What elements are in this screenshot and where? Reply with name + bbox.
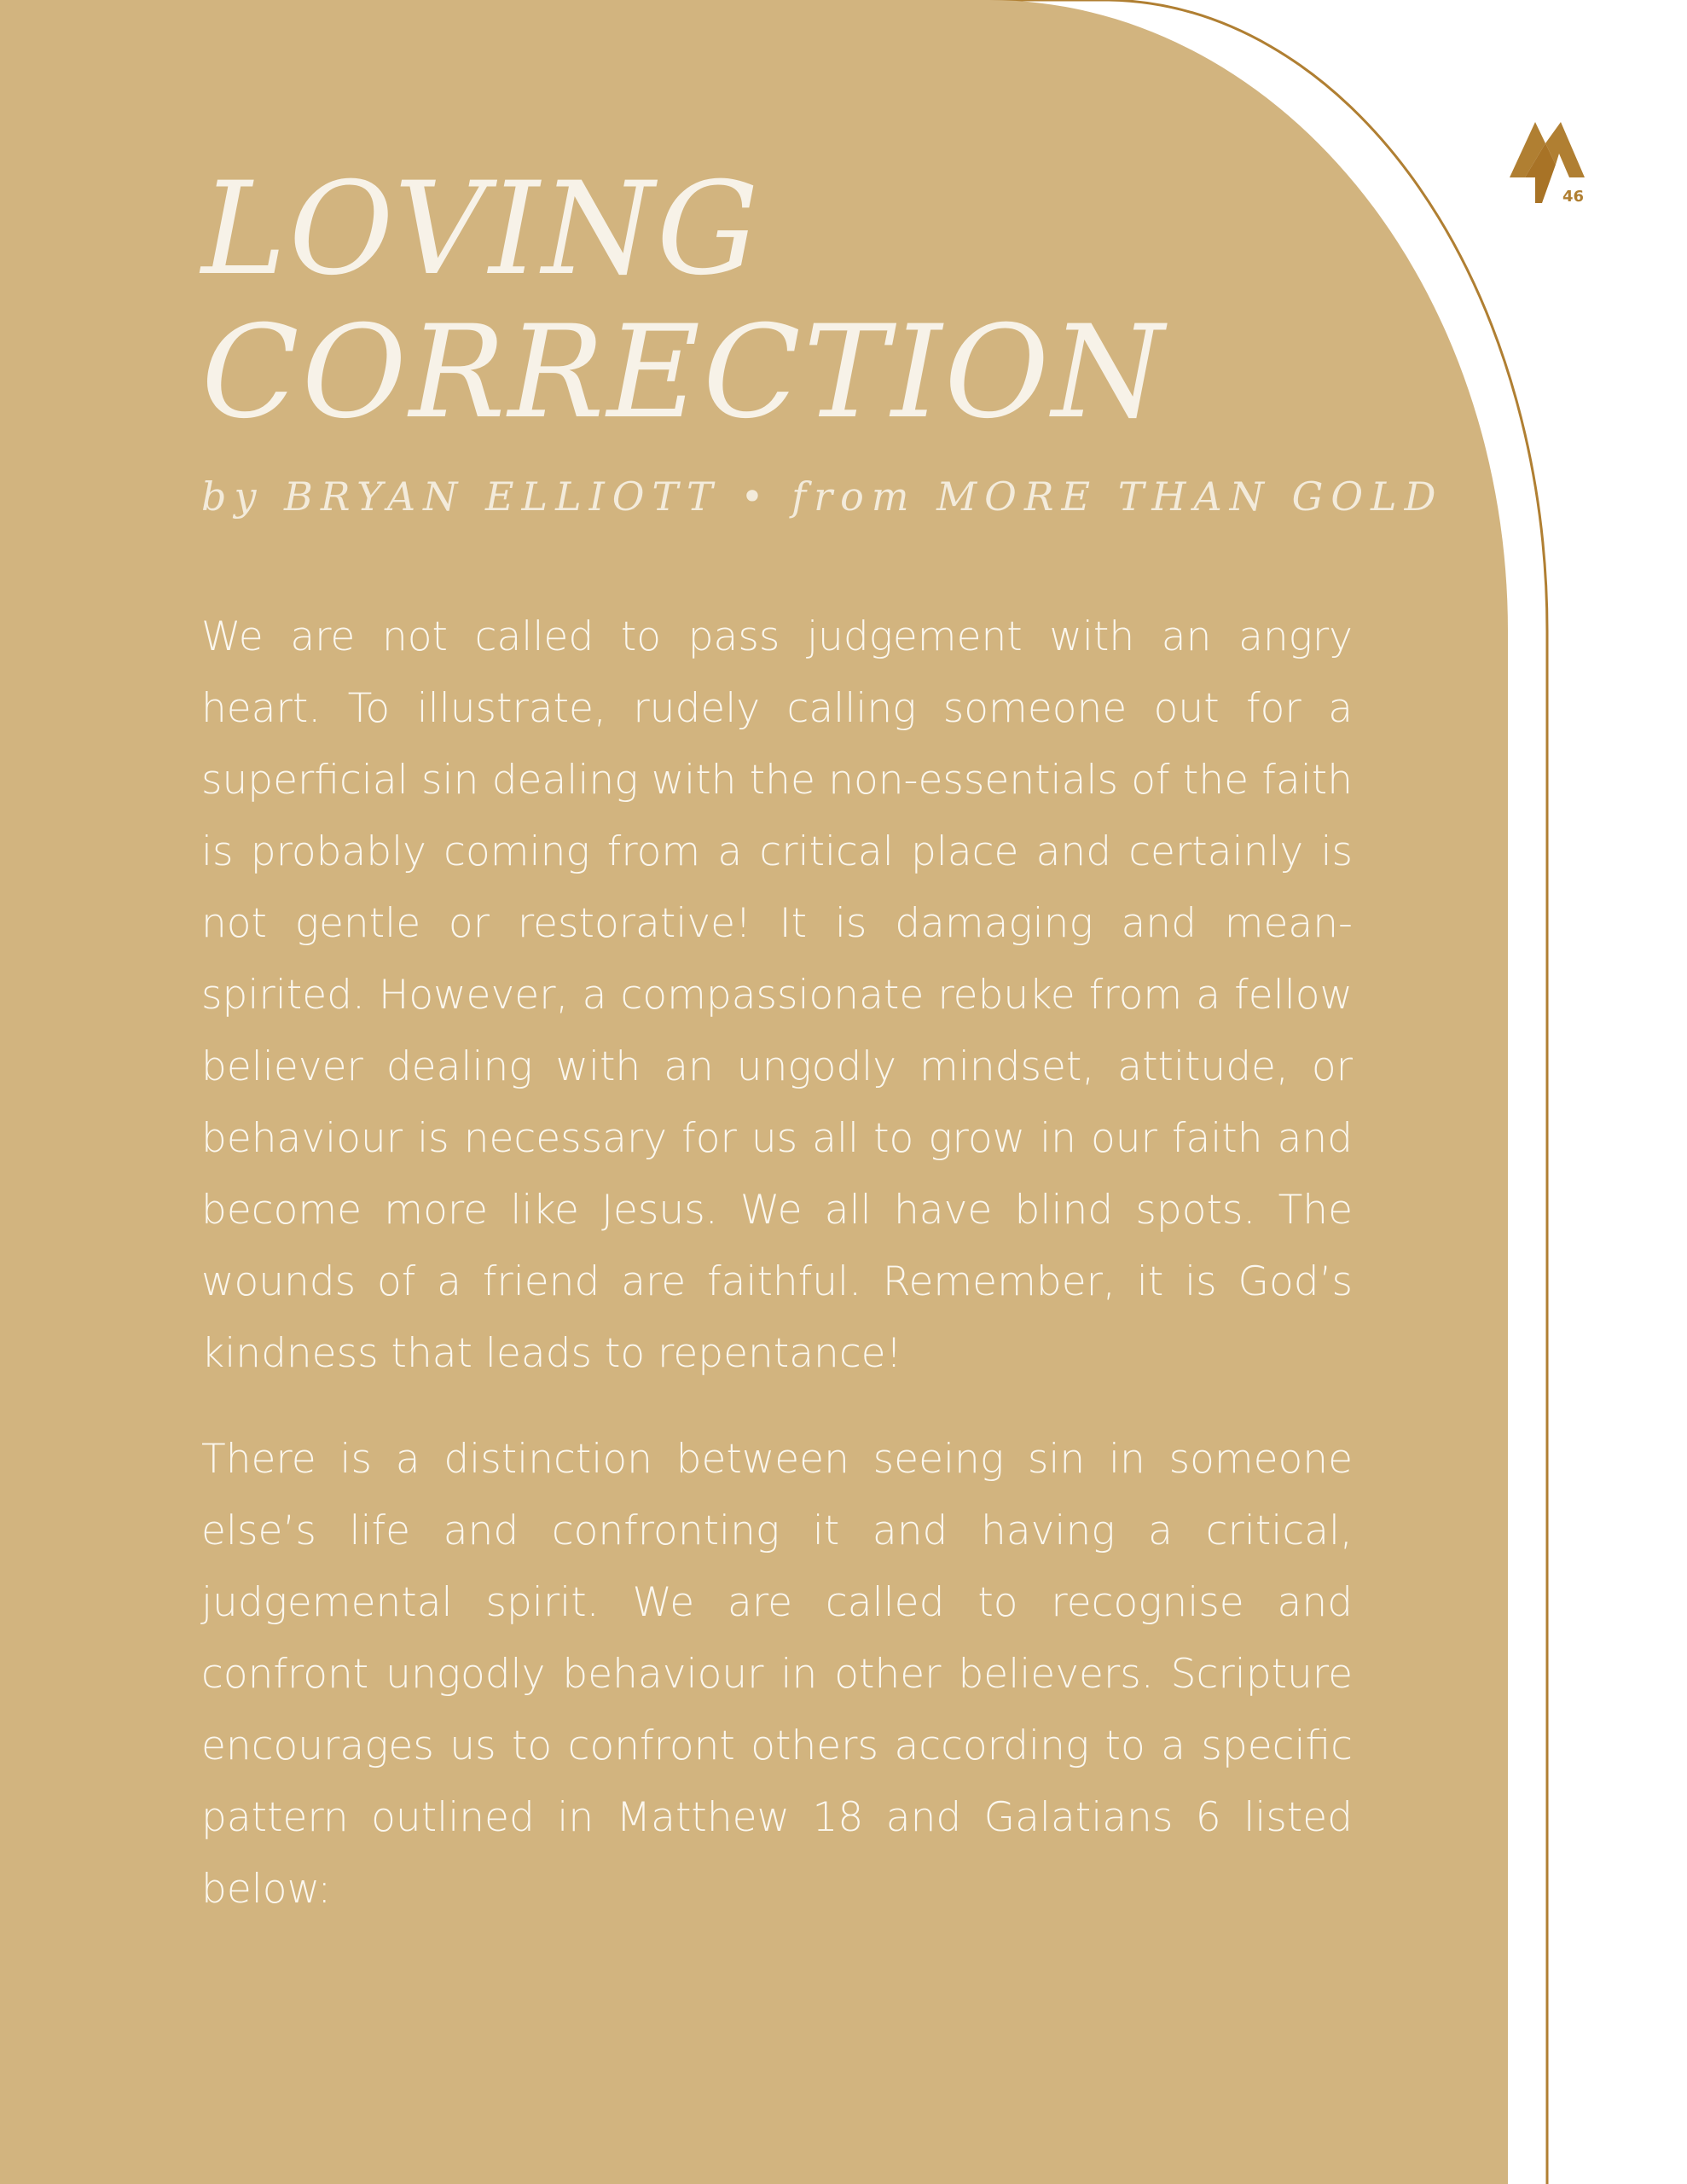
paragraph-1: We are not called to pass judgement with an angry heart. To illustrate, rudely calling someone out for a superficial sin dealing with the non-essentials of the faith is probably coming from a critical place and certainly is not gentle or restorative! It is damaging and mean-spirited. However, a compassionate rebuke from a fellow believer dealing with an ungodly mindset, attitude, or behaviour is necessary for us all to grow in our faith and become more like Jesus. We all have blind spots. The wounds of a friend are faithful. Remember, it is God’s kindness that leads to repentance! <box>201 613 1353 1377</box>
paragraph-2: There is a distinction between seeing sin in someone else’s life and confronting it and having a critical, judgemental spirit. We are called to recognise and confront ungodly behaviour in other believers. Scripture encourages us to confront others according to a specific pattern outlined in Matthew 18 and Galatians 6 listed below: <box>201 1436 1353 1913</box>
title-line-2: CORRECTION <box>201 299 1167 447</box>
author-byline: by BRYAN ELLIOTT • from MORE THAN GOLD <box>201 473 1444 520</box>
title-line-1: LOVING <box>201 155 762 304</box>
publisher-logo <box>1501 118 1595 212</box>
logo-number: 46 <box>1562 188 1585 206</box>
page-title <box>201 155 1395 447</box>
mountain-logo-icon <box>1501 118 1595 212</box>
article-body <box>201 601 1353 1960</box>
